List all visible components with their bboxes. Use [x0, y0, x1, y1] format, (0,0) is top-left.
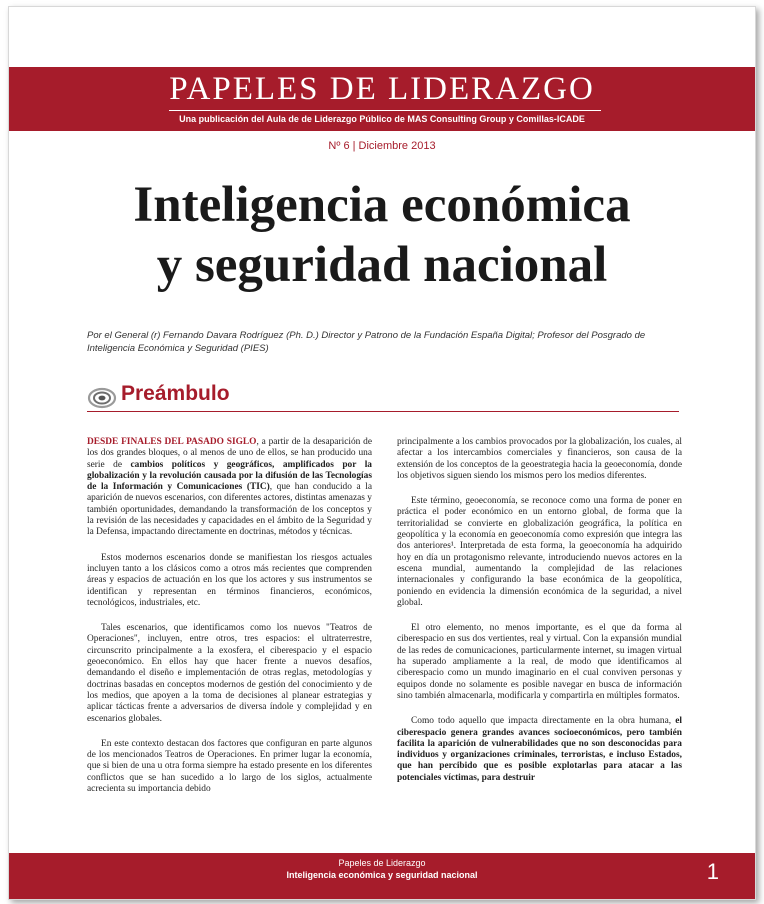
text-column-right [397, 437, 682, 798]
page-number: 1 [706, 859, 719, 884]
footer-article-title: Inteligencia económica y seguridad nacional [286, 870, 478, 880]
header-divider [169, 110, 601, 111]
section-divider [87, 411, 679, 412]
paragraph: principalmente a los cambios provocados por la globalización, los cuales, al afectar a los intercambios comerciales y financieros, son causa de la extensión de los conceptos de la geoestrategia hacia la geoeconomía, donde los objetivos siguen siendo los mismos pero los medios diferentes. [397, 437, 682, 481]
paragraph: Este término, geoeconomía, se reconoce como una forma de poner en práctica el poder económico en un entorno global, de forma que la territorialidad se convierte en globalización geográfica, la política en geopolítica y la economía en geoeconomía como expresión que integra las dos anteriores¹. Interpretada de esta forma, la geoeconomía ha adquirido hoy en día un protagonismo relevante, introduciendo nuevos actores en la escena mundial, aumentando la complejidad de las relaciones internacionales y configurando la base económica de la geopolítica, poniendo en evidencia la dimensión económica de la seguridad, a nivel global. [397, 496, 682, 608]
paragraph: Estos modernos escenarios donde se manifiestan los riesgos actuales incluyen tanto a los clásicos como a otros más recientes que comprenden áreas y espacios de actuación en los que los actores y sus instrumentos se identifican y representan en términos financieros, económicos, tecnológicos, industriales, etc. [87, 552, 372, 608]
footer-publication: Papeles de Liderazgo [338, 858, 426, 868]
author-byline: Por el General (r) Fernando Davara Rodríguez (Ph. D.) Director y Patrono de la Fundación España Digital; Profesor del Posgrado de Inteligencia Económica y Seguridad (PIES) [87, 330, 646, 354]
footer-banner [9, 853, 755, 899]
text-column-left [87, 437, 372, 809]
paragraph: El otro elemento, no menos importante, es el que da forma al ciberespacio en sus dos vertientes, real y virtual. Con la expansión mundial de las redes de comunicaciones, particularmente internet, su imagen virtual ha superado ampliamente a la real, de modo que identificamos al ciberespacio como un mundo imaginario en el cual conviven personas y equipos donde no solamente es posible navegar en busca de información sino también almacenarla, modificarla y compartirla en múltiples formatos. [397, 623, 682, 701]
paragraph: En este contexto destacan dos factores que configuran en parte algunos de los mencionados Teatros de Operaciones. En primer lugar la economía, que si bien de una u otra forma siempre ha estado presente en los diferentes conflictos que se han sucedido a lo largo de los siglos, actualmente acrecienta su importancia debido [87, 738, 372, 795]
paragraph: Tales escenarios, que identificamos como los nuevos "Teatros de Operaciones", incluyen, entre otros, tres espacios: el ultraterrestre, circunscrito principalmente a la exosfera, el ciberespacio y el espacio geoeconómico. En ellos hay que hacer frente a nuevos desafíos, demandando el diseño e implementación de otras reglas, metodologías y doctrinas basadas en conceptos modernos de gestión del conocimiento y de los medios, que apoyen a la toma de decisiones al planear estrategias y aplicar tácticas frente a adversarios de diversa índole y complejidad y en escenarios globales. [87, 623, 372, 724]
article-title [9, 175, 755, 295]
paragraph: DESDE FINALES DEL PASADO SIGLO, a partir de la desaparición de los dos grandes bloques, o al menos de uno de ellos, se han producido una serie de cambios políticos y geográficos, amplificados por la globalización y la revolución causada por la difusión de las Tecnologías de la Información y Comunicaciones (TIC), que han conducido a la aparición de nuevos escenarios, con diferentes actores, distintas amenazas y también oportunidades, demandando la transformación de los conceptos y la revisión de las necesidades y capacidades en el ámbito de la Seguridad y la Defensa, impactando directamente en doctrinas, métodos y técnicas. [87, 437, 372, 538]
lead-in-text: DESDE FINALES DEL PASADO SIGLO [87, 437, 257, 447]
document-page [8, 6, 756, 900]
header-banner [9, 67, 755, 131]
article-title-line1: Inteligencia económica [133, 177, 631, 233]
issue-info: Nº 6 | Diciembre 2013 [328, 140, 436, 152]
article-title-line2: y seguridad nacional [156, 237, 608, 293]
publication-subtitle: Una publicación del Aula de de Liderazgo Público de MAS Consulting Group y Comillas-ICADE [179, 114, 585, 124]
paragraph: Como todo aquello que impacta directamente en la obra humana, el ciberespacio genera grandes avances socioeconómicos, pero también facilita la aparición de vulnerabilidades que no son desconocidas para individuos y organizaciones criminales, terroristas, e incluso Estados, que han percibido que es posible explotarlas para atacar a las potenciales víctimas, para destruir [397, 716, 682, 783]
swirl-icon [87, 387, 117, 409]
publication-title: PAPELES DE LIDERAZGO [169, 71, 595, 107]
section-title: Preámbulo [121, 382, 230, 405]
